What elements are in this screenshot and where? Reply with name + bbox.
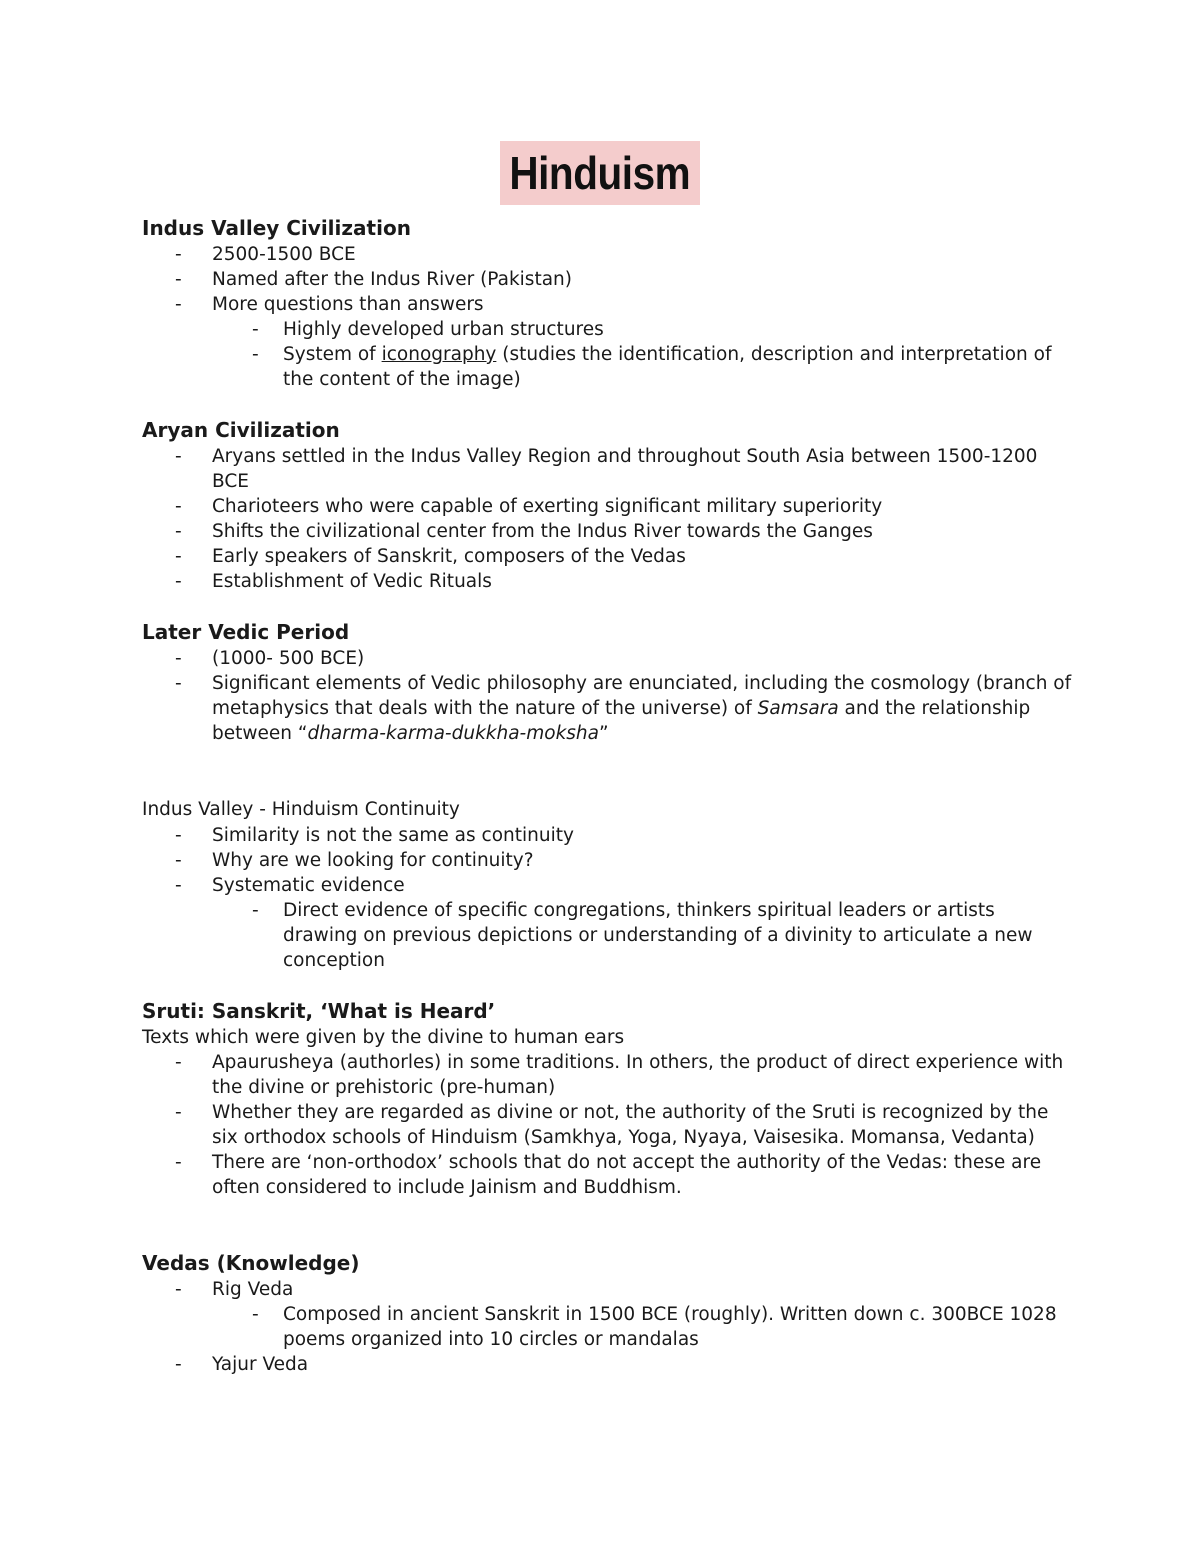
bullet-list: [142, 1050, 1072, 1200]
bullet-dash: -: [175, 1152, 182, 1173]
bullet-dash: -: [175, 294, 182, 315]
bullet-dash: -: [175, 648, 182, 669]
bullet-dash: -: [175, 546, 182, 567]
list-item: - Establishment of Vedic Rituals: [175, 571, 492, 592]
section-subtitle: Texts which were given by the divine to human ears: [142, 1027, 625, 1048]
section-indus-valley: [142, 215, 1072, 392]
list-item: - Whether they are regarded as divine or not, the authority of the Sruti is recognized by the six orthodox schools of Hinduism (Samkhya, Yoga, Nyaya, Vaisesika. Momansa, Vedanta): [175, 1102, 1049, 1148]
bullet-dash: -: [175, 875, 182, 896]
bullet-list: [142, 646, 1072, 746]
bullet-dash: -: [252, 1304, 259, 1325]
bullet-dash: -: [175, 446, 182, 467]
bullet-dash: -: [175, 571, 182, 592]
title-highlight: [500, 141, 700, 205]
list-item: - (1000- 500 BCE): [175, 648, 365, 669]
samsara-term: Samsara: [757, 698, 839, 719]
sub-list-item: - Direct evidence of specific congregations, thinkers spiritual leaders or artists drawing on previous depictions or understanding of a divinity to articulate a new conception: [252, 900, 1033, 971]
bullet-dash: -: [175, 673, 182, 694]
bullet-dash: -: [175, 496, 182, 517]
section-heading: Indus Valley - Hinduism Continuity: [142, 799, 460, 820]
bullet-list: [142, 1277, 1072, 1377]
section-heading: Aryan Civilization: [142, 418, 340, 442]
list-item: - Rig Veda: [175, 1279, 294, 1300]
bullet-dash: -: [175, 1052, 182, 1073]
section-heading: Later Vedic Period: [142, 620, 350, 644]
list-item: - Early speakers of Sanskrit, composers of the Vedas: [175, 546, 686, 567]
list-item: - Aryans settled in the Indus Valley Region and throughout South Asia between 1500-1200 BCE: [175, 446, 1038, 492]
document-body: [142, 215, 1072, 1402]
section-heading: Indus Valley Civilization: [142, 216, 411, 240]
bullet-list: [142, 242, 1072, 392]
list-item: - Shifts the civilizational center from the Indus River towards the Ganges: [175, 521, 873, 542]
list-item: - Yajur Veda: [175, 1354, 309, 1375]
sub-list-item: - Composed in ancient Sanskrit in 1500 BCE (roughly). Written down c. 300BCE 1028 poems organized into 10 circles or mandalas: [252, 1304, 1057, 1350]
list-item: - Apaurusheya (authorles) in some traditions. In others, the product of direct experience with the divine or prehistoric (pre-human): [175, 1052, 1064, 1098]
dharma-term: dharma-karma-dukkha-moksha: [307, 723, 599, 744]
list-item: - Named after the Indus River (Pakistan): [175, 269, 572, 290]
list-item: - Charioteers who were capable of exerting significant military superiority: [175, 496, 883, 517]
list-item: - 2500-1500 BCE: [175, 244, 356, 265]
bullet-dash: -: [175, 269, 182, 290]
list-item: - Why are we looking for continuity?: [175, 850, 534, 871]
section-heading: Sruti: Sanskrit, ‘What is Heard’: [142, 999, 496, 1023]
list-item: - Significant elements of Vedic philosophy are enunciated, including the cosmology (branch of metaphysics that deals with the nature of the universe) of Samsara and the relationship between “dharma-karma-dukkha-moksha”: [175, 673, 1072, 744]
sub-list-item: - System of iconography (studies the identification, description and interpretation of the content of the image): [252, 344, 1052, 390]
section-later-vedic: [142, 619, 1072, 746]
bullet-dash: -: [175, 850, 182, 871]
bullet-list: [142, 444, 1072, 594]
bullet-dash: -: [175, 244, 182, 265]
bullet-dash: -: [252, 900, 259, 921]
section-vedas: [142, 1250, 1072, 1377]
bullet-dash: -: [252, 319, 259, 340]
bullet-dash: -: [175, 1102, 182, 1123]
bullet-dash: -: [175, 1354, 182, 1375]
bullet-list: [142, 823, 1072, 973]
list-item: - Systematic evidence: [175, 875, 405, 896]
bullet-dash: -: [175, 825, 182, 846]
list-item: - Similarity is not the same as continuity: [175, 825, 574, 846]
section-continuity: [142, 796, 1072, 973]
list-item: - More questions than answers: [175, 294, 484, 315]
section-heading: Vedas (Knowledge): [142, 1251, 360, 1275]
sub-list-item: - Highly developed urban structures: [252, 319, 604, 340]
bullet-dash: -: [175, 1279, 182, 1300]
page-title: Hinduism: [509, 147, 691, 199]
bullet-dash: -: [252, 344, 259, 365]
bullet-dash: -: [175, 521, 182, 542]
section-sruti: [142, 998, 1072, 1200]
list-item: - There are ‘non-orthodox’ schools that do not accept the authority of the Vedas: these are often considered to include Jainism and Buddhism.: [175, 1152, 1042, 1198]
iconography-term: iconography: [381, 344, 497, 365]
section-aryan: [142, 417, 1072, 594]
